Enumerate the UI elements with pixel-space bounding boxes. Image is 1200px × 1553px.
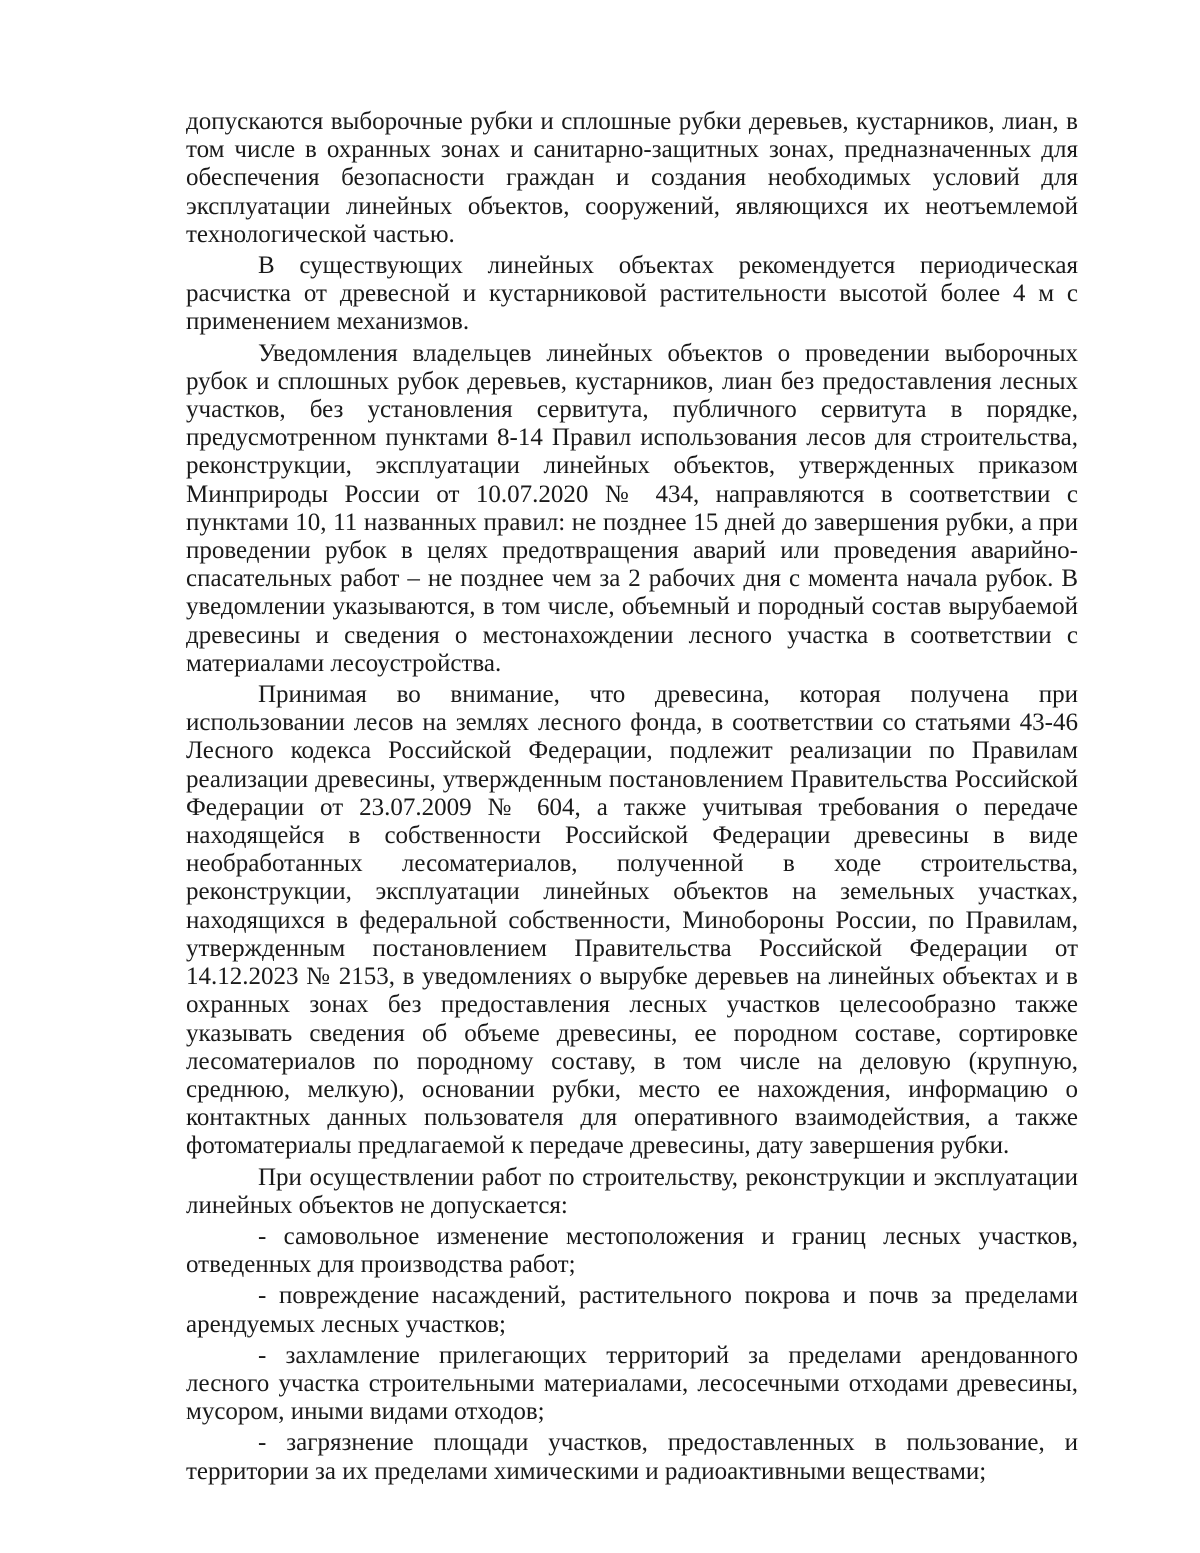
paragraph-notifications: Уведомления владельцев линейных объектов о проведении выборочных рубок и сплошных рубок деревьев, кустарников, лиан без предоставления лесных участков, без установления сервитута, публичного сервитута в порядке, предусмотренном пунктами 8-14 Правил использования лесов для строительства, реконструкции, эксплуатации линейных объектов, утвержденных приказом Минприроды России от 10.07.2020 № 434, направляются в соответствии с пунктами 10, 11 названных правил: не позднее 15 дней до завершения рубки, а при проведении рубок в целях предотвращения аварий или проведения аварийно-спасательных работ – не позднее чем за 2 рабочих дня с момента начала рубок. В уведомлении указываются, в том числе, объемный и породный состав вырубаемой древесины и сведения о местонахождении лесного участка в соответствии с материалами лесоустройства. bbox=[186, 339, 1078, 677]
document-page bbox=[186, 108, 1078, 1486]
paragraph-periodic-clearing: В существующих линейных объектах рекомендуется периодическая расчистка от древесной и кустарниковой растительности высотой более 4 м с применением механизмов. bbox=[186, 252, 1078, 336]
list-item-pollution: - загрязнение площади участков, предоставленных в пользование, и территории за их пределами химическими и радиоактивными веществами; bbox=[186, 1429, 1078, 1485]
list-item-littering: - захламление прилегающих территорий за пределами арендованного лесного участка строительными материалами, лесосечными отходами древесины, мусором, иными видами отходов; bbox=[186, 1341, 1078, 1426]
paragraph-prohibitions-intro: При осуществлении работ по строительству, реконструкции и эксплуатации линейных объектов не допускается: bbox=[186, 1163, 1078, 1219]
paragraph-permitted-felling: допускаются выборочные рубки и сплошные рубки деревьев, кустарников, лиан, в том числе в охранных зонах и санитарно-защитных зонах, предназначенных для обеспечения безопасности граждан и создания необходимых условий для эксплуатации линейных объектов, сооружений, являющихся их неотъемлемой технологической частью. bbox=[186, 108, 1078, 248]
list-item-boundary-change: - самовольное изменение местоположения и границ лесных участков, отведенных для производства работ; bbox=[186, 1222, 1078, 1279]
paragraph-timber-realization: Принимая во внимание, что древесина, которая получена при использовании лесов на землях лесного фонда, в соответствии со статьями 43-46 Лесного кодекса Российской Федерации, подлежит реализации по Правилам реализации древесины, утвержденным постановлением Правительства Российской Федерации от 23.07.2009 № 604, а также учитывая требования о передаче находящейся в собственности Российской Федерации древесины в виде необработанных лесоматериалов, полученной в ходе строительства, реконструкции, эксплуатации линейных объектов на земельных участках, находящихся в федеральной собственности, Минобороны России, по Правилам, утвержденным постановлением Правительства Российской Федерации от 14.12.2023 № 2153, в уведомлениях о вырубке деревьев на линейных объектах и в охранных зонах без предоставления лесных участков целесообразно также указывать сведения об объеме древесины, ее породном составе, сортировке лесоматериалов по породному составу, в том числе на деловую (крупную, среднюю, мелкую), основании рубки, место ее нахождения, информацию о контактных данных пользователя для оперативного взаимодействия, а также фотоматериалы предлагаемой к передаче древесины, дату завершения рубки. bbox=[186, 681, 1078, 1160]
list-item-vegetation-damage: - повреждение насаждений, растительного покрова и почв за пределами арендуемых лесных участков; bbox=[186, 1282, 1078, 1338]
